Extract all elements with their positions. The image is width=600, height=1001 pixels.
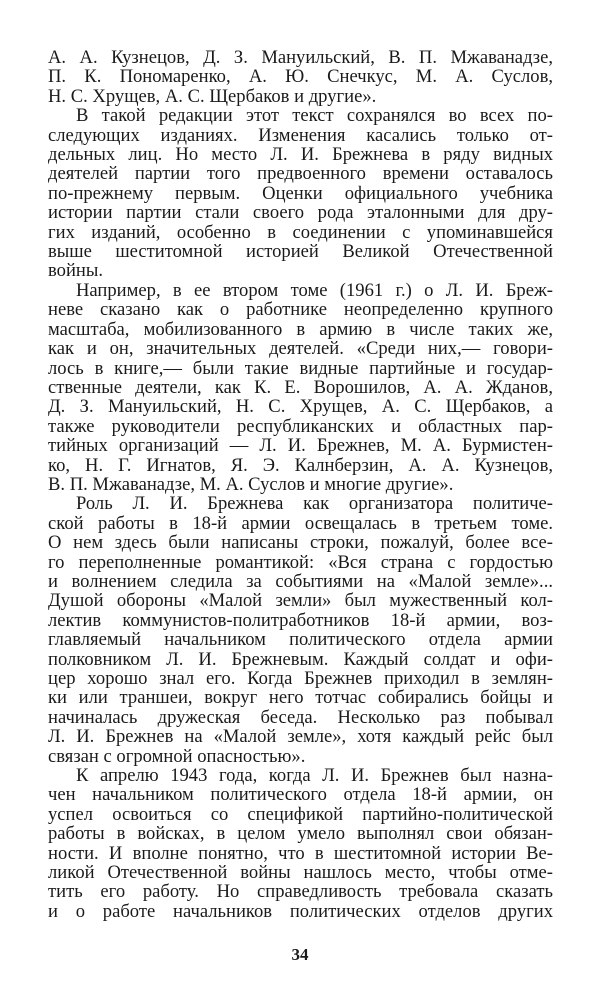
text-line: Роль Л. И. Брежнева как организатора политиче- <box>76 493 553 515</box>
text-line: О нем здесь были написаны строки, пожалуй, более все- <box>48 532 553 554</box>
text-line: Н. С. Хрущев, А. С. Щербаков и другие». <box>48 85 377 107</box>
text-line: П. К. Пономаренко, А. Ю. Снечкус, М. А. Суслов, <box>48 66 553 88</box>
text-line: следующих изданиях. Изменения касались только от- <box>48 124 553 146</box>
text-line: ко, Н. Г. Игнатов, Я. Э. Калнберзин, А. А. Кузнецов, <box>48 454 553 476</box>
text-line: и волнением следила за событиями на «Малой земле»... <box>48 570 553 592</box>
text-line: Например, в ее втором томе (1961 г.) о Л. И. Бреж- <box>76 279 553 301</box>
text-line: и о работе начальников политических отделов других <box>48 900 553 922</box>
body-text <box>48 48 553 921</box>
paragraph <box>48 766 553 921</box>
text-line: ликой Отечественной войны нашлось место, чтобы отме- <box>48 862 553 884</box>
text-line: цер хорошо знал его. Когда Брежнев приходил в землян- <box>48 668 553 689</box>
text-line: лось в книге,— были такие видные партийные и государ- <box>48 357 553 379</box>
paragraph <box>48 106 553 281</box>
text-line: Душой обороны «Малой земли» был мужественный кол- <box>48 590 553 612</box>
text-line: начиналась дружеская беседа. Несколько раз побывал <box>48 706 553 728</box>
text-line: чен начальником политического отдела 18-й армии, он <box>48 784 553 806</box>
paragraph <box>48 48 553 106</box>
text-line: Д. З. Мануильский, Н. С. Хрущев, А. С. Щербаков, а <box>48 396 553 418</box>
text-line: ности. И вполне понятно, что в шеститомной истории Ве- <box>48 842 553 864</box>
text-line: работы в войсках, в целом умело выполнял свои обязан- <box>48 823 553 845</box>
text-line: истории партии стали своего рода эталонными для дру- <box>48 202 553 224</box>
text-line: К апрелю 1943 года, когда Л. И. Брежнев был назна- <box>76 765 553 787</box>
text-line: А. А. Кузнецов, Д. З. Мануильский, В. П. Мжаванадзе, <box>48 47 553 68</box>
text-line: го переполненные романтикой: «Вся страна с гордостью <box>48 551 553 573</box>
text-line: тить его работу. Но справедливость требовала сказать <box>48 881 553 903</box>
text-line: гих изданий, особенно в соединении с упоминавшейся <box>48 221 553 243</box>
text-line: В. П. Мжаванадзе, М. А. Суслов и многие другие». <box>48 473 454 495</box>
text-line: выше шеститомной историей Великой Отечественной <box>48 241 553 263</box>
text-line: масштаба, мобилизованного в армию в числе таких же, <box>48 318 553 340</box>
text-line: деятелей партии того предвоенного времени оставалось <box>48 163 553 185</box>
text-line: Л. И. Брежнев на «Малой земле», хотя каждый рейс был <box>48 726 553 748</box>
paragraph <box>48 281 553 494</box>
text-line: тийных организаций — Л. И. Брежнев, М. А. Бурмистен- <box>48 435 553 457</box>
text-line: главляемый начальником политического отдела армии <box>48 629 553 651</box>
text-line: как и он, значительных деятелей. «Среди них,— говори- <box>48 338 553 360</box>
text-line: лектив коммунистов-политработников 18-й армии, воз- <box>48 609 553 631</box>
text-line: связан с огромной опасностью». <box>48 745 306 767</box>
text-line: неве сказано как о работнике неопределенно крупного <box>48 299 553 321</box>
text-line: ской работы в 18-й армии освещалась в третьем томе. <box>48 512 553 534</box>
text-line: В такой редакции этот текст сохранялся во всех по- <box>76 105 553 127</box>
text-line: ки или траншеи, вокруг него тотчас собирались бойцы и <box>48 687 553 709</box>
paragraph <box>48 494 553 766</box>
text-line: дельных лиц. Но место Л. И. Брежнева в ряду видных <box>48 144 553 166</box>
text-line: ственные деятели, как К. Е. Ворошилов, А. А. Жданов, <box>48 376 553 398</box>
text-line: успел освоиться со спецификой партийно-политической <box>48 803 553 825</box>
page-number: 34 <box>291 945 309 964</box>
text-line: по-прежнему первым. Оценки официального учебника <box>48 182 553 204</box>
text-line: полковником Л. И. Брежневым. Каждый солдат и офи- <box>48 648 553 670</box>
text-line: также руководители республиканских и областных пар- <box>48 415 553 437</box>
text-line: войны. <box>48 260 103 282</box>
